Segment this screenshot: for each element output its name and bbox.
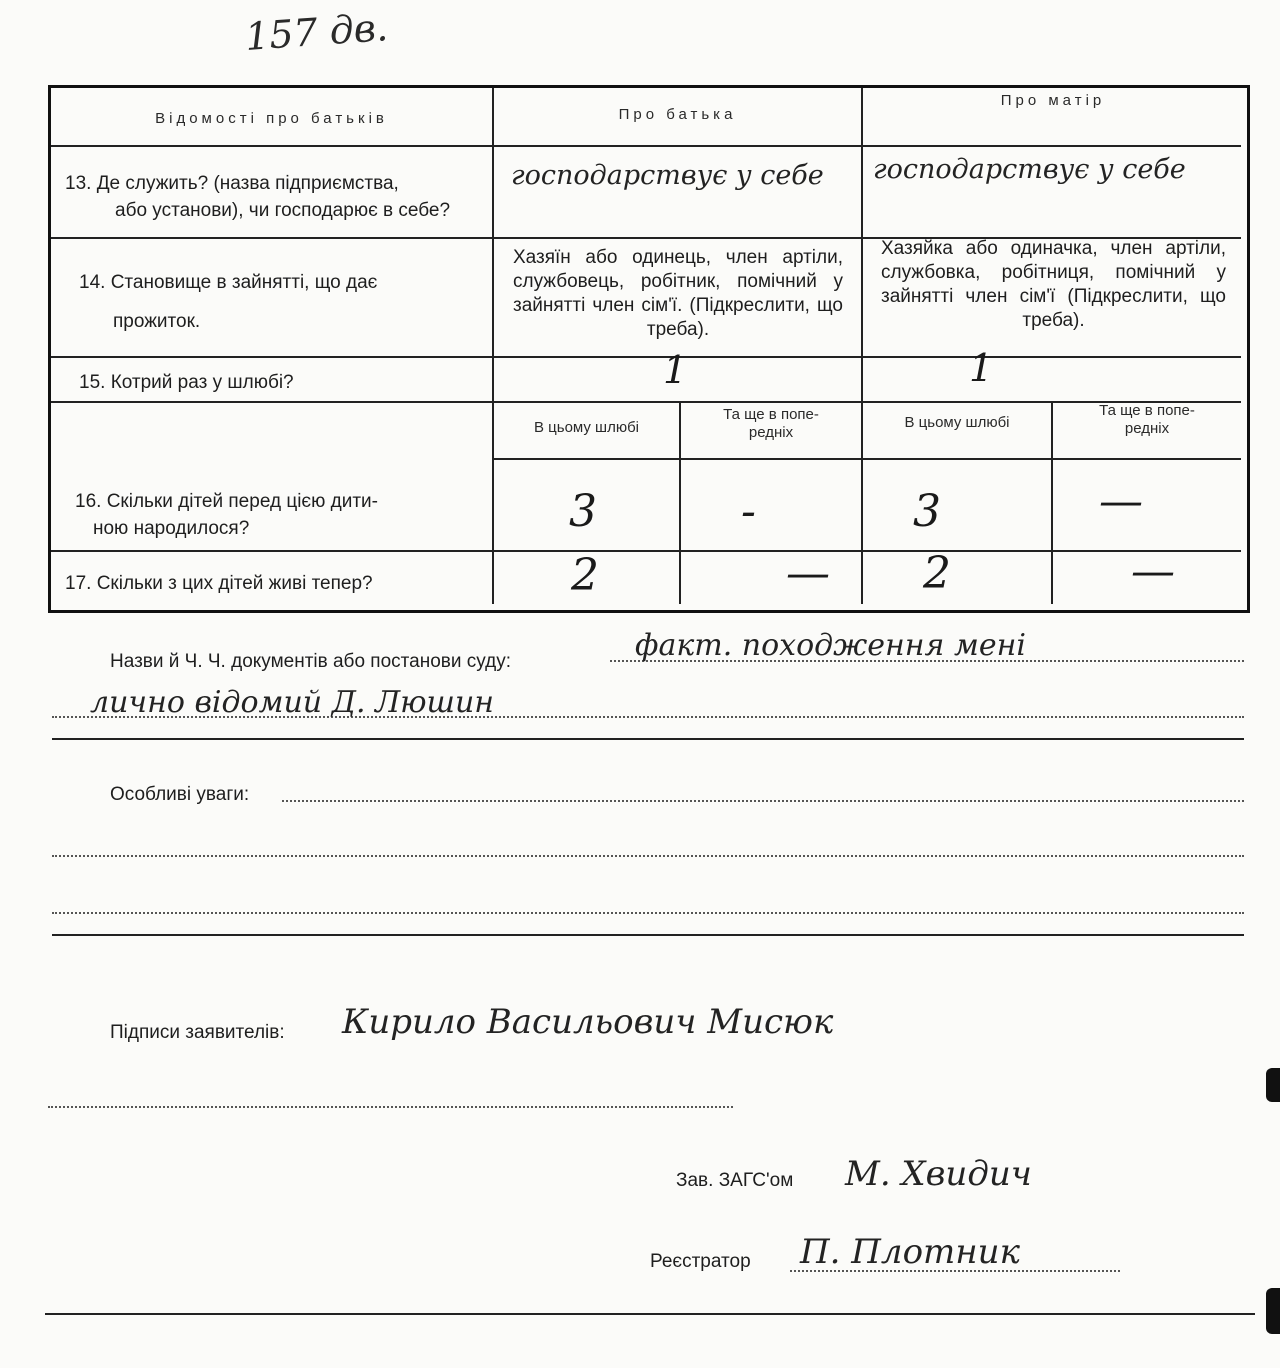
parents-info-table bbox=[48, 85, 1250, 613]
registrar-label: Реєстратор bbox=[650, 1251, 751, 1272]
documents-underline bbox=[52, 738, 1244, 740]
q15-label: 15. Котрий раз у шлюбі? bbox=[79, 372, 294, 393]
header-mother: Про матір bbox=[1000, 92, 1106, 109]
q13-father-answer: господарствує у себе bbox=[511, 160, 824, 191]
q15-mother-answer: 1 bbox=[969, 346, 994, 390]
remarks-line-1 bbox=[282, 800, 1244, 802]
subheader-father-this-marriage: В цьому шлюбі bbox=[533, 419, 640, 436]
applicant-signatures-label: Підписи заявителів: bbox=[110, 1022, 285, 1043]
subheader-father-previous: Та ще в попе- редніх bbox=[723, 406, 819, 441]
remarks-label: Особливі уваги: bbox=[110, 784, 250, 805]
q17-father-prev: — bbox=[786, 548, 830, 599]
q14-label: 14. Становище в зайнятті, що дає прожиток. bbox=[79, 272, 378, 332]
documents-text-line2: лично відомий Д. Люшин bbox=[90, 685, 495, 720]
q13-label: 13. Де служить? (назва підприємства, або установи), чи господарює в себе? bbox=[65, 173, 451, 221]
documents-text-line1: факт. походження мені bbox=[635, 628, 1026, 663]
remarks-line-3 bbox=[52, 912, 1244, 914]
q14-mother-options: Хазяйка або одиначка, член артіли, службовка, робітниця, помічний у зайнятті член сім'ї (Підкреслити, що треба). bbox=[881, 238, 1226, 331]
subheader-mother-this-marriage: В цьому шлюбі bbox=[904, 414, 1010, 431]
header-father: Про батька bbox=[618, 106, 737, 123]
corner-handwritten-note: 157 дв. bbox=[243, 5, 390, 59]
row-divider bbox=[51, 356, 1241, 358]
header-parents-info: Відомості про батьків bbox=[155, 110, 388, 127]
q17-father-this: 2 bbox=[571, 550, 599, 601]
q17-label: 17. Скільки з цих дітей живі тепер? bbox=[65, 573, 373, 594]
zags-head-label: Зав. ЗАГС'ом bbox=[676, 1170, 794, 1191]
q16-label: 16. Скільки дітей перед цією дити- ною народилося? bbox=[75, 491, 378, 539]
row-divider bbox=[51, 550, 1241, 552]
q13-mother-answer: господарствує у себе bbox=[873, 154, 1186, 185]
q17-mother-this: 2 bbox=[923, 548, 951, 599]
q16-mother-prev: — bbox=[1099, 476, 1143, 527]
col-divider bbox=[861, 88, 863, 604]
q16-father-this: 3 bbox=[569, 486, 597, 537]
binding-hole-mark bbox=[1266, 1068, 1280, 1102]
zags-head-signature: М. Хвидич bbox=[845, 1154, 1032, 1194]
remarks-underline bbox=[52, 934, 1244, 936]
remarks-line-2 bbox=[52, 855, 1244, 857]
q17-mother-prev: — bbox=[1131, 546, 1175, 597]
binding-hole-mark bbox=[1266, 1288, 1280, 1334]
q16-mother-this: 3 bbox=[913, 486, 941, 537]
q15-father-answer: 1 bbox=[663, 348, 688, 392]
registrar-signature: П. Плотник bbox=[800, 1232, 1020, 1272]
q14-father-options: Хазяїн або одинець, член артіли, службовець, робітник, помічний у зайнятті член сім'ї. (Підкреслити, що треба). bbox=[513, 247, 843, 340]
subheader-mother-previous: Та ще в попе- редніх bbox=[1099, 402, 1195, 437]
row-divider bbox=[51, 145, 1241, 147]
applicant-signature: Кирило Васильович Мисюк bbox=[342, 1002, 834, 1042]
applicant-signature-line bbox=[48, 1106, 733, 1108]
documents-label: Назви й Ч. Ч. документів або постанови суду: bbox=[110, 651, 511, 672]
q16-father-prev: - bbox=[741, 486, 756, 537]
row-divider bbox=[494, 458, 1241, 460]
page-bottom-rule bbox=[45, 1313, 1255, 1315]
